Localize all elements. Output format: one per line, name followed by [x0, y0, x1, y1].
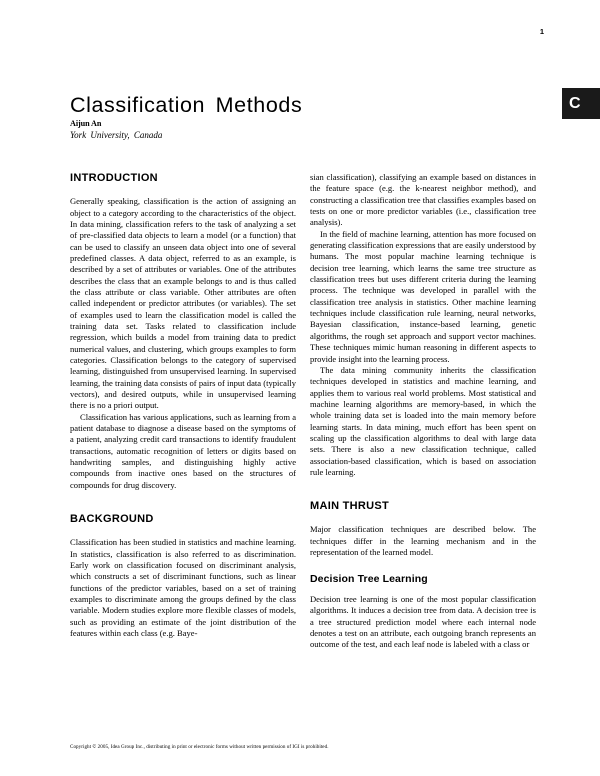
heading-background: BACKGROUND: [70, 513, 154, 526]
page-title: Classification Methods: [70, 93, 303, 118]
paragraph: sian classification), classifying an example based on distances in the feature space (e.g. the k-nearest neighbor method), and constructing a classification tree that classifies examples based on tests on one or more predictor variables (i.e., classification tree analysis).: [310, 172, 536, 228]
paragraph: The data mining community inherits the classification techniques developed in statistics and machine learning, and applies them to various real world problems. Most statistical and machine learning algorithms are memory-based, in which the whole training data set is loaded into the main memory before learning starts. In data mining, much effort has been spent on scaling up the classification algorithms to deal with large data sets. There is also a new classification technique, called association-based classification, which is based on association rule learning.: [310, 364, 536, 477]
heading-decision-tree-learning: Decision Tree Learning: [310, 572, 428, 585]
heading-introduction: INTRODUCTION: [70, 172, 158, 184]
column-left: [70, 172, 296, 732]
page-number: 1: [539, 27, 544, 36]
alphabet-thumb-tab: [562, 88, 600, 119]
copyright-footer: Copyright © 2005, Idea Group Inc., distributing in print or electronic forms without written permission of IGI is prohibited.: [70, 744, 329, 750]
paragraph: Major classification techniques are described below. The techniques differ in the learning mechanism and in the representation of the learned model.: [310, 524, 536, 558]
author-affiliation: York University, Canada: [70, 130, 163, 140]
heading-main-thrust: MAIN THRUST: [310, 500, 390, 513]
body-columns: [70, 172, 536, 732]
paragraph: In the field of machine learning, attention has more focused on generating classification expressions that are easily understood by humans. The most popular machine learning technique is decision tree learning, which learns the same tree structure as classification trees but uses different criteria during the learning process. The technique was developed in parallel with the classification tree analysis in statistics. Other machine learning techniques include classification rule learning, neural networks, Bayesian classification, instance-based learning, genetic algorithms, the rough set approach and support vector machines. These techniques mimic human reasoning in different aspects to provide insight into the learning process.: [310, 228, 536, 364]
paragraph: Classification has been studied in statistics and machine learning. In statistics, classification is also referred to as discrimination. Early work on classification focused on discriminant analysis, which constructs a set of discriminant functions, such as linear functions of the predictor variables, based on a set of training examples to discriminate among the groups defined by the class variable. Modern studies explore more flexible classes of models, such as providing an estimate of the joint distribution of the features within each class (e.g. Baye-: [70, 537, 296, 639]
paragraph: Generally speaking, classification is the action of assigning an object to a category according to the characteristics of the object. In data mining, classification refers to the task of analyzing a set of pre-classified data objects to learn a model (or a function) that can be used to classify an unseen data object into one of several predefined classes. A data object, referred to as an example, is described by a set of attributes or variables. One of the attributes describes the class that an example belongs to and is thus called the class attribute or class variable. Other attributes are often called independent or predictor attributes (or variables). The set of examples used to learn the classification model is called the training data set. Tasks related to classification include regression, which builds a model from training data to predict numerical values, and clustering, which groups examples to form categories. Classification belongs to the category of supervised learning, distinguished from unsupervised learning. In supervised learning, the training data consists of pairs of input data (typically vectors), and desired outputs, while in unsupervised learning there is no a priori output.: [70, 196, 296, 411]
author-name: Aijun An: [70, 119, 102, 128]
paragraph: Classification has various applications, such as learning from a patient database to diagnose a disease based on the symptoms of a patient, analyzing credit card transactions to identify fraudulent transactions, automatic recognition of letters or digits based on handwriting samples, and distinguishing highly active compounds from inactive ones based on the structures of compounds for drug discovery.: [70, 411, 296, 490]
column-right: [310, 172, 536, 732]
thumb-tab-letter: C: [569, 94, 581, 112]
paragraph: Decision tree learning is one of the most popular classification algorithms. It induces a decision tree from data. A decision tree is a tree structured prediction model where each internal node denotes a test on an attribute, each outgoing branch represents an outcome of the test, and each leaf node is labeled with a class or: [310, 594, 536, 650]
